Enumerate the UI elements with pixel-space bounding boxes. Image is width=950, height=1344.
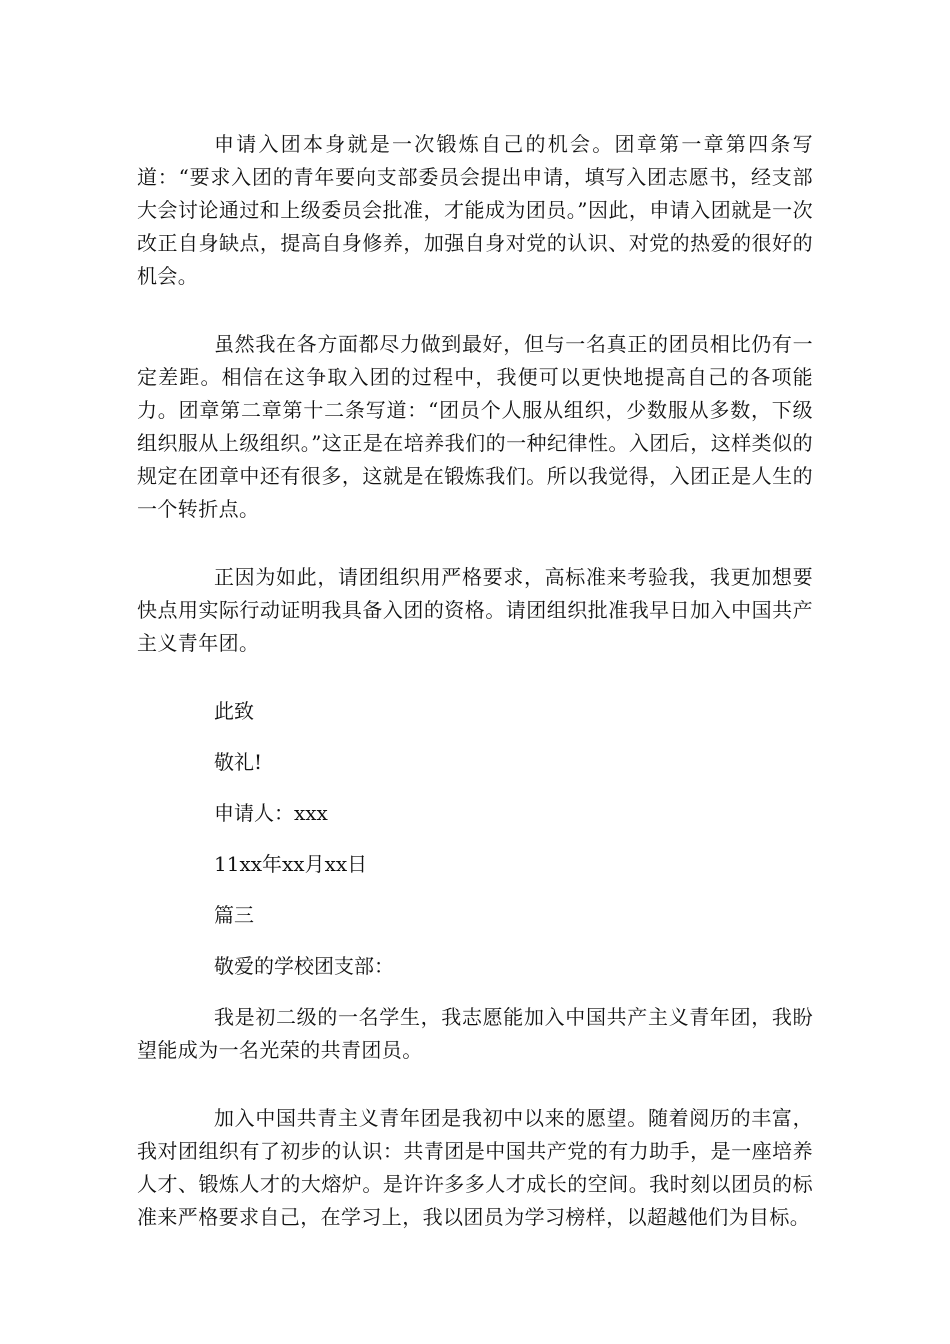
salutation-line-2: 敬礼! [214,750,263,774]
paragraph-2: 虽然我在各方面都尽力做到最好，但与一名真正的团员相比仍有一定差距。相信在这争取入团的过程中，我便可以更快地提高自己的各项能力。团章第二章第十二条写道：“团员个人服从组织，少数服从多数，下级组织服从上级组织。”这正是在培养我们的一种纪律性。入团后，这样类似的规定在团章中还有很多，这就是在锻炼我们。所以我觉得，入团正是人生的一个转折点。 [137,332,813,521]
paragraph-5: 加入中国共青主义青年团是我初中以来的愿望。随着阅历的丰富，我对团组织有了初步的认识：共青团是中国共产党的有力助手，是一座培养人才、锻炼人才的大熔炉。是许许多多人才成长的空间。我时刻以团员的标准来严格要求自己，在学习上，我以团员为学习榜样，以超越他们为目标。 [137,1106,813,1229]
applicant-line: 申请人：xxx [214,801,328,825]
salutation-line-1: 此致 [214,699,254,723]
paragraph-3: 正因为如此，请团组织用严格要求，高标准来考验我，我更加想要快点用实际行动证明我具备入团的资格。请团组织批准我早日加入中国共产主义青年团。 [137,565,813,655]
document-body [137,128,813,1234]
paragraph-1: 申请入团本身就是一次锻炼自己的机会。团章第一章第四条写道：“要求入团的青年要向支部委员会提出申请，填写入团志愿书，经支部大会讨论通过和上级委员会批准，才能成为团员。”因此，申请入团就是一次改正自身缺点，提高自身修养，加强自身对党的认识、对党的热爱的很好的机会。 [137,132,813,288]
paragraph-4: 我是初二级的一名学生，我志愿能加入中国共产主义青年团，我盼望能成为一名光荣的共青团员。 [137,1005,813,1062]
section-title: 篇三 [214,903,254,927]
date-line: 11xx年xx月xx日 [214,852,368,876]
addressee-line: 敬爱的学校团支部： [214,954,394,978]
